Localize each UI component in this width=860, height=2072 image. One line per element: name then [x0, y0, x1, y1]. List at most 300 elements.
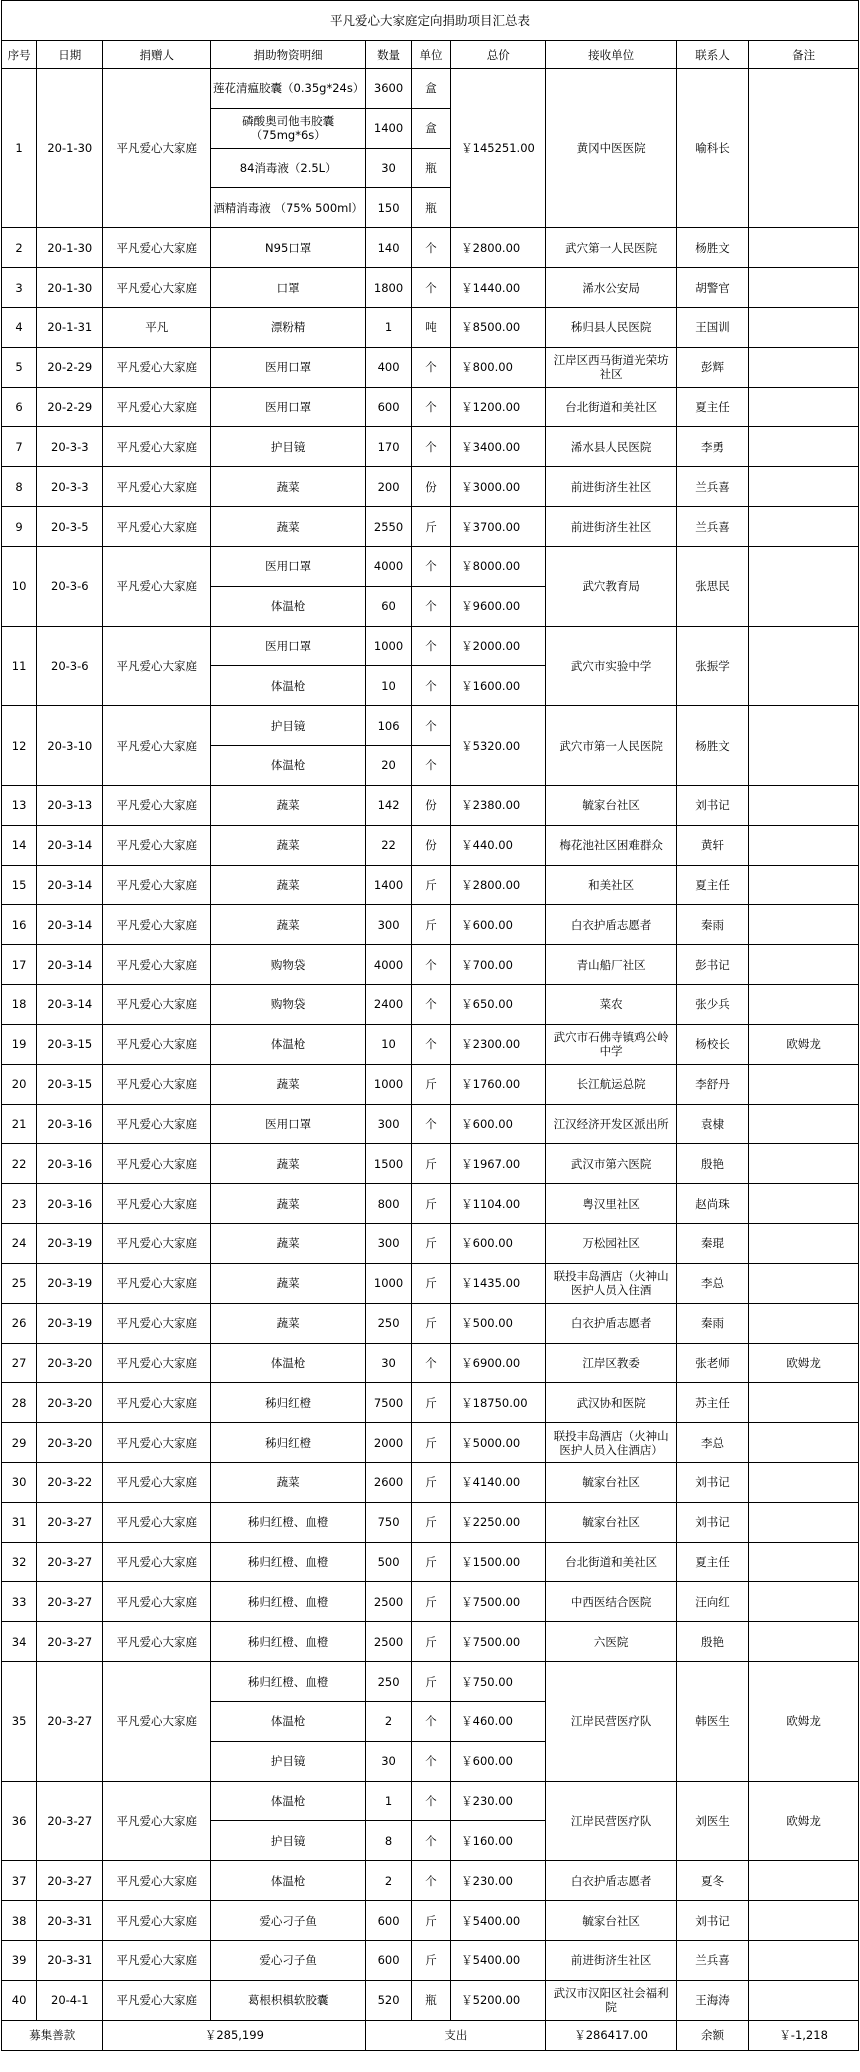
table-row: [2, 1224, 859, 1264]
total-cell: ￥1200.00: [451, 387, 546, 427]
unit-cell: 斤: [411, 1383, 450, 1423]
recipient-cell: 江岸区教委: [546, 1343, 676, 1383]
table-row: [2, 1901, 859, 1941]
qty-cell: 30: [366, 148, 412, 188]
recipient-cell: 武汉市第六医院: [546, 1144, 676, 1184]
seq-cell: 5: [2, 347, 37, 387]
donor-cell: 平凡爱心大家庭: [103, 546, 211, 626]
item-cell: 葛根枳椇软胶囊: [211, 1980, 366, 2020]
note-cell: [749, 507, 859, 547]
total-cell: ￥5400.00: [451, 1940, 546, 1980]
table-row: [2, 228, 859, 268]
contact-cell: 秦雨: [676, 905, 748, 945]
donor-cell: 平凡爱心大家庭: [103, 268, 211, 308]
table-row: [2, 69, 859, 109]
date-cell: 20-1-31: [37, 307, 103, 347]
note-cell: [749, 1144, 859, 1184]
note-cell: [749, 905, 859, 945]
date-cell: 20-1-30: [37, 69, 103, 228]
contact-cell: 殷艳: [676, 1622, 748, 1662]
recipient-cell: 台北街道和美社区: [546, 387, 676, 427]
contact-cell: 刘书记: [676, 1462, 748, 1502]
unit-cell: 个: [411, 985, 450, 1025]
date-cell: 20-2-29: [37, 347, 103, 387]
recipient-cell: 前进街济生社区: [546, 507, 676, 547]
total-cell: ￥1760.00: [451, 1064, 546, 1104]
recipient-cell: 毓家台社区: [546, 785, 676, 825]
item-cell: 磷酸奥司他韦胶囊（75mg*6s）: [211, 108, 366, 148]
total-cell: ￥600.00: [451, 1741, 546, 1781]
unit-cell: 个: [411, 427, 450, 467]
seq-cell: 18: [2, 985, 37, 1025]
contact-cell: 秦雨: [676, 1303, 748, 1343]
date-cell: 20-3-27: [37, 1502, 103, 1542]
contact-cell: 刘医生: [676, 1781, 748, 1861]
donor-cell: 平凡爱心大家庭: [103, 1024, 211, 1064]
qty-cell: 1: [366, 1781, 412, 1821]
qty-cell: 300: [366, 905, 412, 945]
qty-cell: 2500: [366, 1582, 412, 1622]
qty-cell: 1800: [366, 268, 412, 308]
total-cell: ￥600.00: [451, 1224, 546, 1264]
note-cell: [749, 1224, 859, 1264]
item-cell: 秭归红橙、血橙: [211, 1502, 366, 1542]
contact-cell: 张少兵: [676, 985, 748, 1025]
date-cell: 20-3-13: [37, 785, 103, 825]
unit-cell: 斤: [411, 507, 450, 547]
seq-cell: 6: [2, 387, 37, 427]
table-row: [2, 347, 859, 387]
qty-cell: 600: [366, 1940, 412, 1980]
qty-cell: 250: [366, 1662, 412, 1702]
qty-cell: 600: [366, 1901, 412, 1941]
unit-cell: 斤: [411, 1502, 450, 1542]
seq-cell: 33: [2, 1582, 37, 1622]
date-cell: 20-3-5: [37, 507, 103, 547]
contact-cell: 兰兵喜: [676, 507, 748, 547]
recipient-cell: 毓家台社区: [546, 1502, 676, 1542]
header-donor: 捐赠人: [103, 41, 211, 69]
qty-cell: 300: [366, 1104, 412, 1144]
seq-cell: 24: [2, 1224, 37, 1264]
donor-cell: 平凡爱心大家庭: [103, 1423, 211, 1463]
recipient-cell: 中西医结合医院: [546, 1582, 676, 1622]
note-cell: [749, 865, 859, 905]
header-item: 捐助物资明细: [211, 41, 366, 69]
donor-cell: 平凡爱心大家庭: [103, 1144, 211, 1184]
qty-cell: 20: [366, 746, 412, 786]
date-cell: 20-3-16: [37, 1144, 103, 1184]
note-cell: [749, 1622, 859, 1662]
total-cell: ￥2380.00: [451, 785, 546, 825]
qty-cell: 1500: [366, 1144, 412, 1184]
qty-cell: 1000: [366, 1263, 412, 1303]
date-cell: 20-3-22: [37, 1462, 103, 1502]
seq-cell: 26: [2, 1303, 37, 1343]
table-title: 平凡爱心大家庭定向捐助项目汇总表: [2, 1, 859, 41]
total-cell: ￥2800.00: [451, 865, 546, 905]
item-cell: 体温枪: [211, 1781, 366, 1821]
unit-cell: 斤: [411, 1423, 450, 1463]
contact-cell: 李舒丹: [676, 1064, 748, 1104]
unit-cell: 斤: [411, 905, 450, 945]
seq-cell: 12: [2, 706, 37, 786]
unit-cell: 斤: [411, 1940, 450, 1980]
date-cell: 20-3-19: [37, 1224, 103, 1264]
recipient-cell: 江岸区西马街道光荣坊社区: [546, 347, 676, 387]
seq-cell: 8: [2, 467, 37, 507]
date-cell: 20-3-14: [37, 825, 103, 865]
qty-cell: 142: [366, 785, 412, 825]
note-cell: [749, 1184, 859, 1224]
qty-cell: 300: [366, 1224, 412, 1264]
item-cell: 秭归红橙、血橙: [211, 1582, 366, 1622]
unit-cell: 斤: [411, 1542, 450, 1582]
recipient-cell: 武穴第一人民医院: [546, 228, 676, 268]
unit-cell: 斤: [411, 1224, 450, 1264]
donor-cell: 平凡爱心大家庭: [103, 1263, 211, 1303]
table-row: [2, 1582, 859, 1622]
donor-cell: 平凡: [103, 307, 211, 347]
recipient-cell: 毓家台社区: [546, 1462, 676, 1502]
unit-cell: 个: [411, 1104, 450, 1144]
item-cell: 蔬菜: [211, 1184, 366, 1224]
table-row: [2, 1462, 859, 1502]
item-cell: 体温枪: [211, 666, 366, 706]
item-cell: 护目镜: [211, 427, 366, 467]
header-note: 备注: [749, 41, 859, 69]
contact-cell: 李总: [676, 1263, 748, 1303]
table-row: [2, 1622, 859, 1662]
recipient-cell: 白衣护盾志愿者: [546, 905, 676, 945]
seq-cell: 7: [2, 427, 37, 467]
contact-cell: 胡警官: [676, 268, 748, 308]
donor-cell: 平凡爱心大家庭: [103, 825, 211, 865]
contact-cell: 刘书记: [676, 785, 748, 825]
recipient-cell: 江岸民营医疗队: [546, 1662, 676, 1781]
table-row: [2, 626, 859, 666]
table-row: [2, 1423, 859, 1463]
item-cell: 医用口罩: [211, 387, 366, 427]
total-cell: ￥1500.00: [451, 1542, 546, 1582]
item-cell: 蔬菜: [211, 1303, 366, 1343]
note-cell: [749, 1582, 859, 1622]
total-cell: ￥8500.00: [451, 307, 546, 347]
seq-cell: 4: [2, 307, 37, 347]
contact-cell: 夏主任: [676, 1542, 748, 1582]
unit-cell: 个: [411, 1821, 450, 1861]
donor-cell: 平凡爱心大家庭: [103, 865, 211, 905]
item-cell: 蔬菜: [211, 865, 366, 905]
table-row: [2, 307, 859, 347]
unit-cell: 个: [411, 746, 450, 786]
table-row: [2, 1343, 859, 1383]
donor-cell: 平凡爱心大家庭: [103, 347, 211, 387]
unit-cell: 个: [411, 666, 450, 706]
contact-cell: 黄轩: [676, 825, 748, 865]
unit-cell: 个: [411, 1861, 450, 1901]
seq-cell: 30: [2, 1462, 37, 1502]
seq-cell: 3: [2, 268, 37, 308]
header-seq: 序号: [2, 41, 37, 69]
total-cell: ￥5400.00: [451, 1901, 546, 1941]
total-cell: ￥3400.00: [451, 427, 546, 467]
date-cell: 20-3-27: [37, 1781, 103, 1861]
date-cell: 20-1-30: [37, 268, 103, 308]
contact-cell: 张老师: [676, 1343, 748, 1383]
contact-cell: 苏主任: [676, 1383, 748, 1423]
table-row: [2, 1024, 859, 1064]
recipient-cell: 前进街济生社区: [546, 1940, 676, 1980]
table-row: [2, 905, 859, 945]
note-cell: [749, 268, 859, 308]
item-cell: 蔬菜: [211, 1462, 366, 1502]
item-cell: 秭归红橙、血橙: [211, 1662, 366, 1702]
seq-cell: 15: [2, 865, 37, 905]
item-cell: 秭归红橙: [211, 1383, 366, 1423]
total-cell: ￥2000.00: [451, 626, 546, 666]
item-cell: 体温枪: [211, 1861, 366, 1901]
date-cell: 20-3-14: [37, 945, 103, 985]
qty-cell: 2: [366, 1861, 412, 1901]
donor-cell: 平凡爱心大家庭: [103, 427, 211, 467]
table-row: [2, 1980, 859, 2020]
seq-cell: 14: [2, 825, 37, 865]
contact-cell: 彭辉: [676, 347, 748, 387]
contact-cell: 王国训: [676, 307, 748, 347]
item-cell: 蔬菜: [211, 1263, 366, 1303]
total-cell: ￥460.00: [451, 1701, 546, 1741]
date-cell: 20-3-31: [37, 1901, 103, 1941]
donor-cell: 平凡爱心大家庭: [103, 985, 211, 1025]
item-cell: 蔬菜: [211, 1064, 366, 1104]
recipient-cell: 菜农: [546, 985, 676, 1025]
donor-cell: 平凡爱心大家庭: [103, 706, 211, 786]
qty-cell: 1000: [366, 626, 412, 666]
note-cell: [749, 1462, 859, 1502]
total-cell: ￥600.00: [451, 1104, 546, 1144]
donor-cell: 平凡爱心大家庭: [103, 905, 211, 945]
header-unit: 单位: [411, 41, 450, 69]
unit-cell: 斤: [411, 1622, 450, 1662]
item-cell: 爱心刁子鱼: [211, 1901, 366, 1941]
note-cell: [749, 985, 859, 1025]
date-cell: 20-3-14: [37, 985, 103, 1025]
qty-cell: 140: [366, 228, 412, 268]
recipient-cell: 武汉市汉阳区社会福利院: [546, 1980, 676, 2020]
seq-cell: 16: [2, 905, 37, 945]
unit-cell: 个: [411, 626, 450, 666]
qty-cell: 2500: [366, 1622, 412, 1662]
unit-cell: 个: [411, 268, 450, 308]
note-cell: [749, 1502, 859, 1542]
total-cell: ￥18750.00: [451, 1383, 546, 1423]
qty-cell: 600: [366, 387, 412, 427]
contact-cell: 袁棣: [676, 1104, 748, 1144]
date-cell: 20-3-16: [37, 1184, 103, 1224]
note-cell: [749, 1104, 859, 1144]
total-cell: ￥7500.00: [451, 1582, 546, 1622]
donor-cell: 平凡爱心大家庭: [103, 1622, 211, 1662]
date-cell: 20-1-30: [37, 228, 103, 268]
seq-cell: 10: [2, 546, 37, 626]
qty-cell: 200: [366, 467, 412, 507]
seq-cell: 21: [2, 1104, 37, 1144]
qty-cell: 800: [366, 1184, 412, 1224]
qty-cell: 750: [366, 1502, 412, 1542]
note-cell: [749, 1542, 859, 1582]
total-cell: ￥9600.00: [451, 586, 546, 626]
recipient-cell: 梅花池社区困难群众: [546, 825, 676, 865]
unit-cell: 份: [411, 825, 450, 865]
header-qty: 数量: [366, 41, 412, 69]
donor-cell: 平凡爱心大家庭: [103, 507, 211, 547]
qty-cell: 520: [366, 1980, 412, 2020]
unit-cell: 斤: [411, 865, 450, 905]
total-cell: ￥1600.00: [451, 666, 546, 706]
unit-cell: 瓶: [411, 148, 450, 188]
table-row: [2, 1542, 859, 1582]
donor-cell: 平凡爱心大家庭: [103, 785, 211, 825]
header-total: 总价: [451, 41, 546, 69]
note-cell: [749, 1064, 859, 1104]
date-cell: 20-3-16: [37, 1104, 103, 1144]
contact-cell: 李勇: [676, 427, 748, 467]
qty-cell: 60: [366, 586, 412, 626]
recipient-cell: 联投丰岛酒店（火神山医护人员入住酒: [546, 1263, 676, 1303]
item-cell: 漂粉精: [211, 307, 366, 347]
note-cell: [749, 706, 859, 786]
summary-row: [2, 2020, 859, 2050]
note-cell: [749, 1423, 859, 1463]
qty-cell: 1: [366, 307, 412, 347]
qty-cell: 1400: [366, 108, 412, 148]
unit-cell: 个: [411, 706, 450, 746]
qty-cell: 30: [366, 1343, 412, 1383]
table-row: [2, 1144, 859, 1184]
total-cell: ￥6900.00: [451, 1343, 546, 1383]
donor-cell: 平凡爱心大家庭: [103, 1224, 211, 1264]
contact-cell: 刘书记: [676, 1502, 748, 1542]
note-cell: [749, 825, 859, 865]
note-cell: [749, 69, 859, 228]
total-cell: ￥440.00: [451, 825, 546, 865]
header-row: [2, 41, 859, 69]
recipient-cell: 白衣护盾志愿者: [546, 1861, 676, 1901]
table-row: [2, 1861, 859, 1901]
seq-cell: 27: [2, 1343, 37, 1383]
note-cell: [749, 427, 859, 467]
contact-cell: 王海涛: [676, 1980, 748, 2020]
donor-cell: 平凡爱心大家庭: [103, 1662, 211, 1781]
recipient-cell: 武穴市第一人民医院: [546, 706, 676, 786]
table-row: [2, 1184, 859, 1224]
contact-cell: 彭书记: [676, 945, 748, 985]
table-row: [2, 387, 859, 427]
qty-cell: 106: [366, 706, 412, 746]
qty-cell: 7500: [366, 1383, 412, 1423]
qty-cell: 4000: [366, 546, 412, 586]
table-row: [2, 1263, 859, 1303]
table-row: [2, 865, 859, 905]
recipient-cell: 粤汉里社区: [546, 1184, 676, 1224]
seq-cell: 1: [2, 69, 37, 228]
table-row: [2, 1383, 859, 1423]
contact-cell: 夏主任: [676, 387, 748, 427]
unit-cell: 个: [411, 1343, 450, 1383]
item-cell: 护目镜: [211, 1821, 366, 1861]
total-cell: ￥230.00: [451, 1861, 546, 1901]
note-cell: 欧姆龙: [749, 1781, 859, 1861]
seq-cell: 17: [2, 945, 37, 985]
total-cell: ￥750.00: [451, 1662, 546, 1702]
item-cell: 体温枪: [211, 1701, 366, 1741]
unit-cell: 斤: [411, 1303, 450, 1343]
date-cell: 20-3-27: [37, 1582, 103, 1622]
total-cell: ￥5000.00: [451, 1423, 546, 1463]
table-row: [2, 427, 859, 467]
note-cell: [749, 1980, 859, 2020]
header-contact: 联系人: [676, 41, 748, 69]
seq-cell: 31: [2, 1502, 37, 1542]
qty-cell: 3600: [366, 69, 412, 109]
contact-cell: 韩医生: [676, 1662, 748, 1781]
date-cell: 20-3-20: [37, 1383, 103, 1423]
note-cell: [749, 467, 859, 507]
seq-cell: 35: [2, 1662, 37, 1781]
seq-cell: 9: [2, 507, 37, 547]
table-row: [2, 1064, 859, 1104]
total-cell: ￥1104.00: [451, 1184, 546, 1224]
recipient-cell: 浠水公安局: [546, 268, 676, 308]
qty-cell: 500: [366, 1542, 412, 1582]
note-cell: 欧姆龙: [749, 1024, 859, 1064]
item-cell: 蔬菜: [211, 1144, 366, 1184]
total-cell: ￥8000.00: [451, 546, 546, 586]
unit-cell: 斤: [411, 1064, 450, 1104]
item-cell: 秭归红橙: [211, 1423, 366, 1463]
recipient-cell: 武汉协和医院: [546, 1383, 676, 1423]
unit-cell: 盒: [411, 69, 450, 109]
total-cell: ￥600.00: [451, 905, 546, 945]
recipient-cell: 毓家台社区: [546, 1901, 676, 1941]
donor-cell: 平凡爱心大家庭: [103, 1502, 211, 1542]
seq-cell: 38: [2, 1901, 37, 1941]
total-cell: ￥500.00: [451, 1303, 546, 1343]
note-cell: [749, 347, 859, 387]
table-row: [2, 1940, 859, 1980]
unit-cell: 个: [411, 546, 450, 586]
header-recipient: 接收单位: [546, 41, 676, 69]
donor-cell: 平凡爱心大家庭: [103, 1582, 211, 1622]
contact-cell: 李总: [676, 1423, 748, 1463]
note-cell: [749, 1901, 859, 1941]
item-cell: 体温枪: [211, 746, 366, 786]
total-cell: ￥7500.00: [451, 1622, 546, 1662]
title-row: [2, 1, 859, 41]
qty-cell: 2: [366, 1701, 412, 1741]
unit-cell: 盒: [411, 108, 450, 148]
donor-cell: 平凡爱心大家庭: [103, 1542, 211, 1582]
unit-cell: 斤: [411, 1901, 450, 1941]
total-cell: ￥4140.00: [451, 1462, 546, 1502]
seq-cell: 19: [2, 1024, 37, 1064]
donor-cell: 平凡爱心大家庭: [103, 1462, 211, 1502]
unit-cell: 斤: [411, 1184, 450, 1224]
item-cell: 体温枪: [211, 586, 366, 626]
recipient-cell: 江岸民营医疗队: [546, 1781, 676, 1861]
unit-cell: 份: [411, 467, 450, 507]
